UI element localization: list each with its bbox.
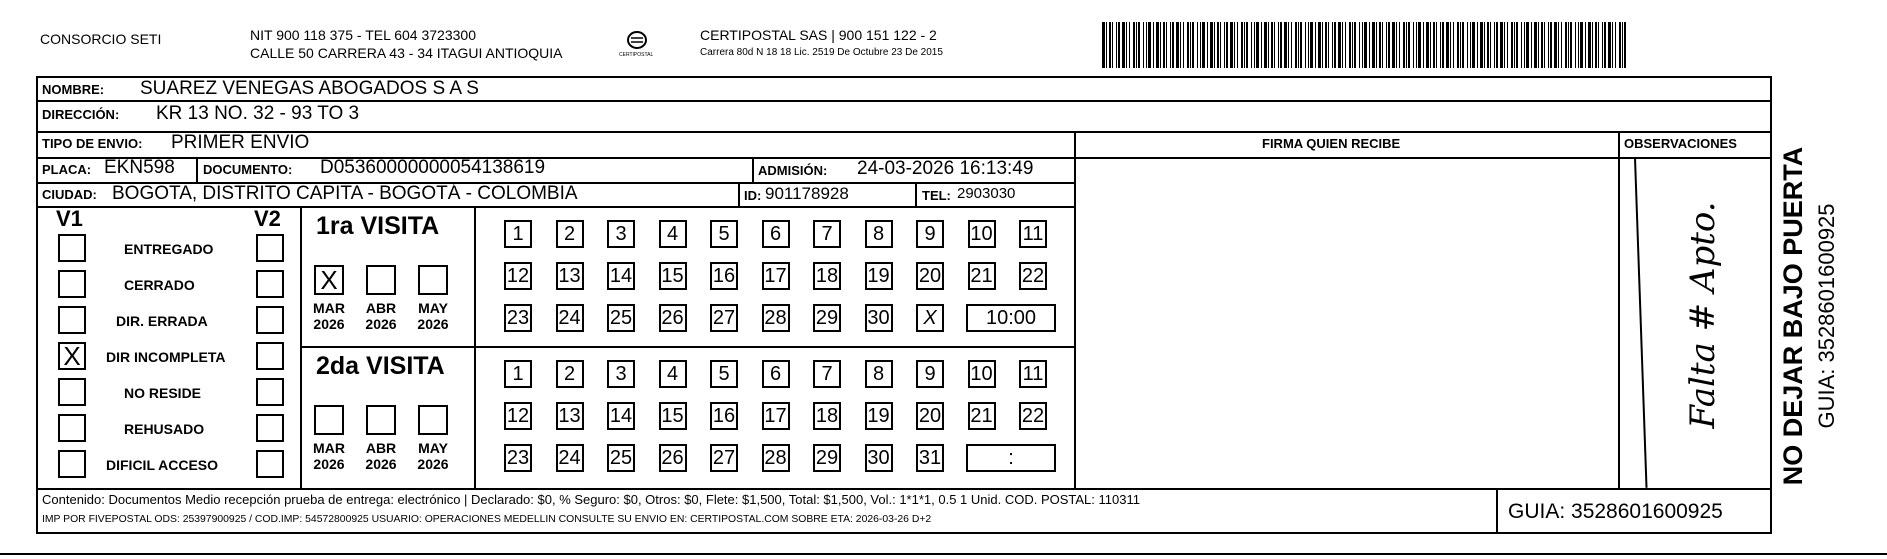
day-box[interactable]: 30: [865, 304, 893, 332]
status-v2-checkbox[interactable]: [256, 270, 284, 298]
day-box[interactable]: 31: [916, 444, 944, 472]
day-box[interactable]: 17: [762, 402, 790, 430]
day-box[interactable]: 6: [762, 360, 790, 388]
observaciones-header: OBSERVACIONES: [1624, 136, 1737, 151]
status-label: REHUSADO: [124, 421, 205, 437]
company-name: CONSORCIO SETI: [40, 31, 162, 47]
day-box[interactable]: 3: [607, 220, 635, 248]
nit-line: NIT 900 118 375 - TEL 604 3723300: [250, 27, 476, 43]
ciudad-label: CIUDAD:: [42, 187, 97, 202]
day-box[interactable]: 12: [504, 262, 532, 290]
admision-value: 24-03-2026 16:13:49: [857, 158, 1034, 179]
visit-title: 1ra VISITA: [316, 212, 440, 240]
day-box[interactable]: 14: [607, 262, 635, 290]
status-label: DIR. ERRADA: [116, 313, 208, 329]
status-label: CERRADO: [124, 277, 195, 293]
status-v1-checkbox[interactable]: X: [58, 342, 86, 370]
id-value: 901178928: [765, 184, 849, 203]
day-box[interactable]: 23: [504, 304, 532, 332]
month-label: MAY 2026: [417, 300, 449, 333]
v1-label: V1: [56, 206, 83, 231]
status-label: DIR INCOMPLETA: [106, 349, 226, 365]
day-box[interactable]: 4: [659, 360, 687, 388]
handwritten-note: Falta # Apto.: [1683, 201, 1723, 429]
contenido-text: Contenido: Documentos Medio recepción prueba de entrega: electrónico | Declarado: $0, % Seguro: $0, Otros: $0, Flete: $1,500, Total: $1,500, Vol.: 1*1*1, 0.5 1 Unid. COD. POSTAL: 110311: [42, 492, 1140, 507]
tel-value: 2903030: [957, 185, 1016, 202]
imp-text: IMP POR FIVEPOSTAL ODS: 25397900925 / COD.IMP: 54572800925 USUARIO: OPERACIONES MEDELLIN CONSULTE SU ENVIO EN: CERTIPOSTAL.COM SOBRE ETA: 2026-03-26 D+2: [42, 514, 932, 525]
status-label: ENTREGADO: [124, 241, 214, 257]
id-label: ID:: [744, 188, 762, 203]
placa-label: PLACA:: [42, 162, 92, 177]
month-label: ABR 2026: [365, 440, 397, 473]
day-box[interactable]: 26: [659, 444, 687, 472]
day-box[interactable]: 23: [504, 444, 532, 472]
certipostal-logo: [617, 28, 657, 66]
day-box[interactable]: 27: [710, 304, 738, 332]
day-box[interactable]: 29: [813, 304, 841, 332]
day-box[interactable]: 6: [762, 220, 790, 248]
tipo-envio-value: PRIMER ENVIO: [171, 132, 310, 153]
day-box[interactable]: 24: [556, 304, 584, 332]
tel-label: TEL:: [922, 188, 951, 203]
status-v2-checkbox[interactable]: [256, 414, 284, 442]
day-box[interactable]: 16: [710, 402, 738, 430]
day-box[interactable]: 8: [865, 360, 893, 388]
v2-label: V2: [254, 206, 281, 231]
placa-value: EKN598: [104, 157, 175, 178]
month-checkbox[interactable]: X: [314, 265, 344, 295]
logo-text: CERTIPOSTAL: [619, 52, 654, 58]
status-v1-checkbox[interactable]: [58, 378, 86, 406]
day-box[interactable]: 29: [813, 444, 841, 472]
month-label: MAR 2026: [313, 300, 345, 333]
day-box[interactable]: 2: [556, 360, 584, 388]
month-checkbox[interactable]: [418, 405, 448, 435]
day-box[interactable]: 12: [504, 402, 532, 430]
status-v2-checkbox[interactable]: [256, 306, 284, 334]
day-box[interactable]: 9: [916, 360, 944, 388]
day-box[interactable]: 19: [865, 402, 893, 430]
side-warning: NO DEJAR BAJO PUERTA: [1778, 146, 1808, 486]
status-v1-checkbox[interactable]: [58, 234, 86, 262]
day-box[interactable]: 3: [607, 360, 635, 388]
day-box[interactable]: 21: [968, 402, 996, 430]
day-box[interactable]: 25: [607, 444, 635, 472]
status-v2-checkbox[interactable]: [256, 378, 284, 406]
documento-value: D05360000000054138619: [320, 157, 546, 178]
signature-area: [1076, 158, 1616, 486]
ciudad-value: BOGOTA, DISTRITO CAPITA - BOGOTÁ - COLOMBIA: [112, 183, 578, 204]
side-guia: GUIA: 3528601600925: [1814, 203, 1839, 429]
day-box[interactable]: 4: [659, 220, 687, 248]
day-box[interactable]: 26: [659, 304, 687, 332]
barcode: [1102, 22, 1632, 68]
day-box[interactable]: 7: [813, 360, 841, 388]
day-box[interactable]: X: [916, 304, 944, 332]
month-checkbox[interactable]: [366, 265, 396, 295]
day-box[interactable]: 20: [916, 262, 944, 290]
guia-box: GUIA: 3528601600925: [1508, 500, 1723, 523]
status-v1-checkbox[interactable]: [58, 450, 86, 478]
day-box[interactable]: 5: [710, 360, 738, 388]
address-line: CALLE 50 CARRERA 43 - 34 ITAGUI ANTIOQUIA: [250, 45, 563, 61]
observations-area: [1618, 158, 1770, 488]
month-label: MAR 2026: [313, 440, 345, 473]
direccion-value: KR 13 NO. 32 - 93 TO 3: [156, 103, 360, 124]
direccion-label: DIRECCIÓN:: [42, 107, 120, 122]
month-checkbox[interactable]: [418, 265, 448, 295]
day-box[interactable]: 10: [968, 220, 996, 248]
day-box[interactable]: 11: [1019, 220, 1047, 248]
time-box[interactable]: 10:00: [966, 304, 1056, 332]
certipostal-line: CERTIPOSTAL SAS | 900 151 122 - 2: [700, 27, 937, 43]
day-box[interactable]: 13: [556, 262, 584, 290]
day-box[interactable]: 18: [813, 262, 841, 290]
day-box[interactable]: 30: [865, 444, 893, 472]
admision-label: ADMISIÓN:: [758, 163, 828, 178]
day-box[interactable]: 1: [504, 360, 532, 388]
day-box[interactable]: 7: [813, 220, 841, 248]
day-box[interactable]: 2: [556, 220, 584, 248]
day-box[interactable]: 1: [504, 220, 532, 248]
day-box[interactable]: 25: [607, 304, 635, 332]
day-box[interactable]: 21: [968, 262, 996, 290]
day-box[interactable]: 27: [710, 444, 738, 472]
status-v1-checkbox[interactable]: [58, 414, 86, 442]
day-box[interactable]: 17: [762, 262, 790, 290]
day-box[interactable]: 15: [659, 402, 687, 430]
nombre-label: NOMBRE:: [42, 82, 105, 97]
status-label: DIFICIL ACCESO: [106, 457, 219, 473]
day-box[interactable]: 18: [813, 402, 841, 430]
day-box[interactable]: 16: [710, 262, 738, 290]
day-box[interactable]: 11: [1019, 360, 1047, 388]
month-checkbox[interactable]: [314, 405, 344, 435]
nombre-value: SUAREZ VENEGAS ABOGADOS S A S: [140, 78, 479, 99]
day-box[interactable]: 22: [1019, 262, 1047, 290]
tipo-envio-label: TIPO DE ENVIO:: [42, 136, 143, 151]
day-box[interactable]: 10: [968, 360, 996, 388]
visit-title: 2da VISITA: [316, 352, 445, 380]
day-box[interactable]: 19: [865, 262, 893, 290]
status-v1-checkbox[interactable]: [58, 306, 86, 334]
status-v2-checkbox[interactable]: [256, 342, 284, 370]
time-box[interactable]: :: [966, 444, 1056, 472]
status-label: NO RESIDE: [124, 385, 202, 401]
day-box[interactable]: 9: [916, 220, 944, 248]
status-v2-checkbox[interactable]: [256, 234, 284, 262]
status-v1-checkbox[interactable]: [58, 270, 86, 298]
day-box[interactable]: 28: [762, 304, 790, 332]
day-box[interactable]: 20: [916, 402, 944, 430]
day-box[interactable]: 13: [556, 402, 584, 430]
firma-header: FIRMA QUIEN RECIBE: [1262, 136, 1401, 151]
day-box[interactable]: 28: [762, 444, 790, 472]
day-box[interactable]: 22: [1019, 402, 1047, 430]
day-box[interactable]: 24: [556, 444, 584, 472]
day-box[interactable]: 14: [607, 402, 635, 430]
month-label: MAY 2026: [417, 440, 449, 473]
day-box[interactable]: 15: [659, 262, 687, 290]
documento-label: DOCUMENTO:: [203, 162, 293, 177]
month-checkbox[interactable]: [366, 405, 396, 435]
month-label: ABR 2026: [365, 300, 397, 333]
license-line: Carrera 80d N 18 18 Lic. 2519 De Octubre 23 De 2015: [700, 47, 943, 58]
day-box[interactable]: 8: [865, 220, 893, 248]
day-box[interactable]: 5: [710, 220, 738, 248]
status-v2-checkbox[interactable]: [256, 450, 284, 478]
